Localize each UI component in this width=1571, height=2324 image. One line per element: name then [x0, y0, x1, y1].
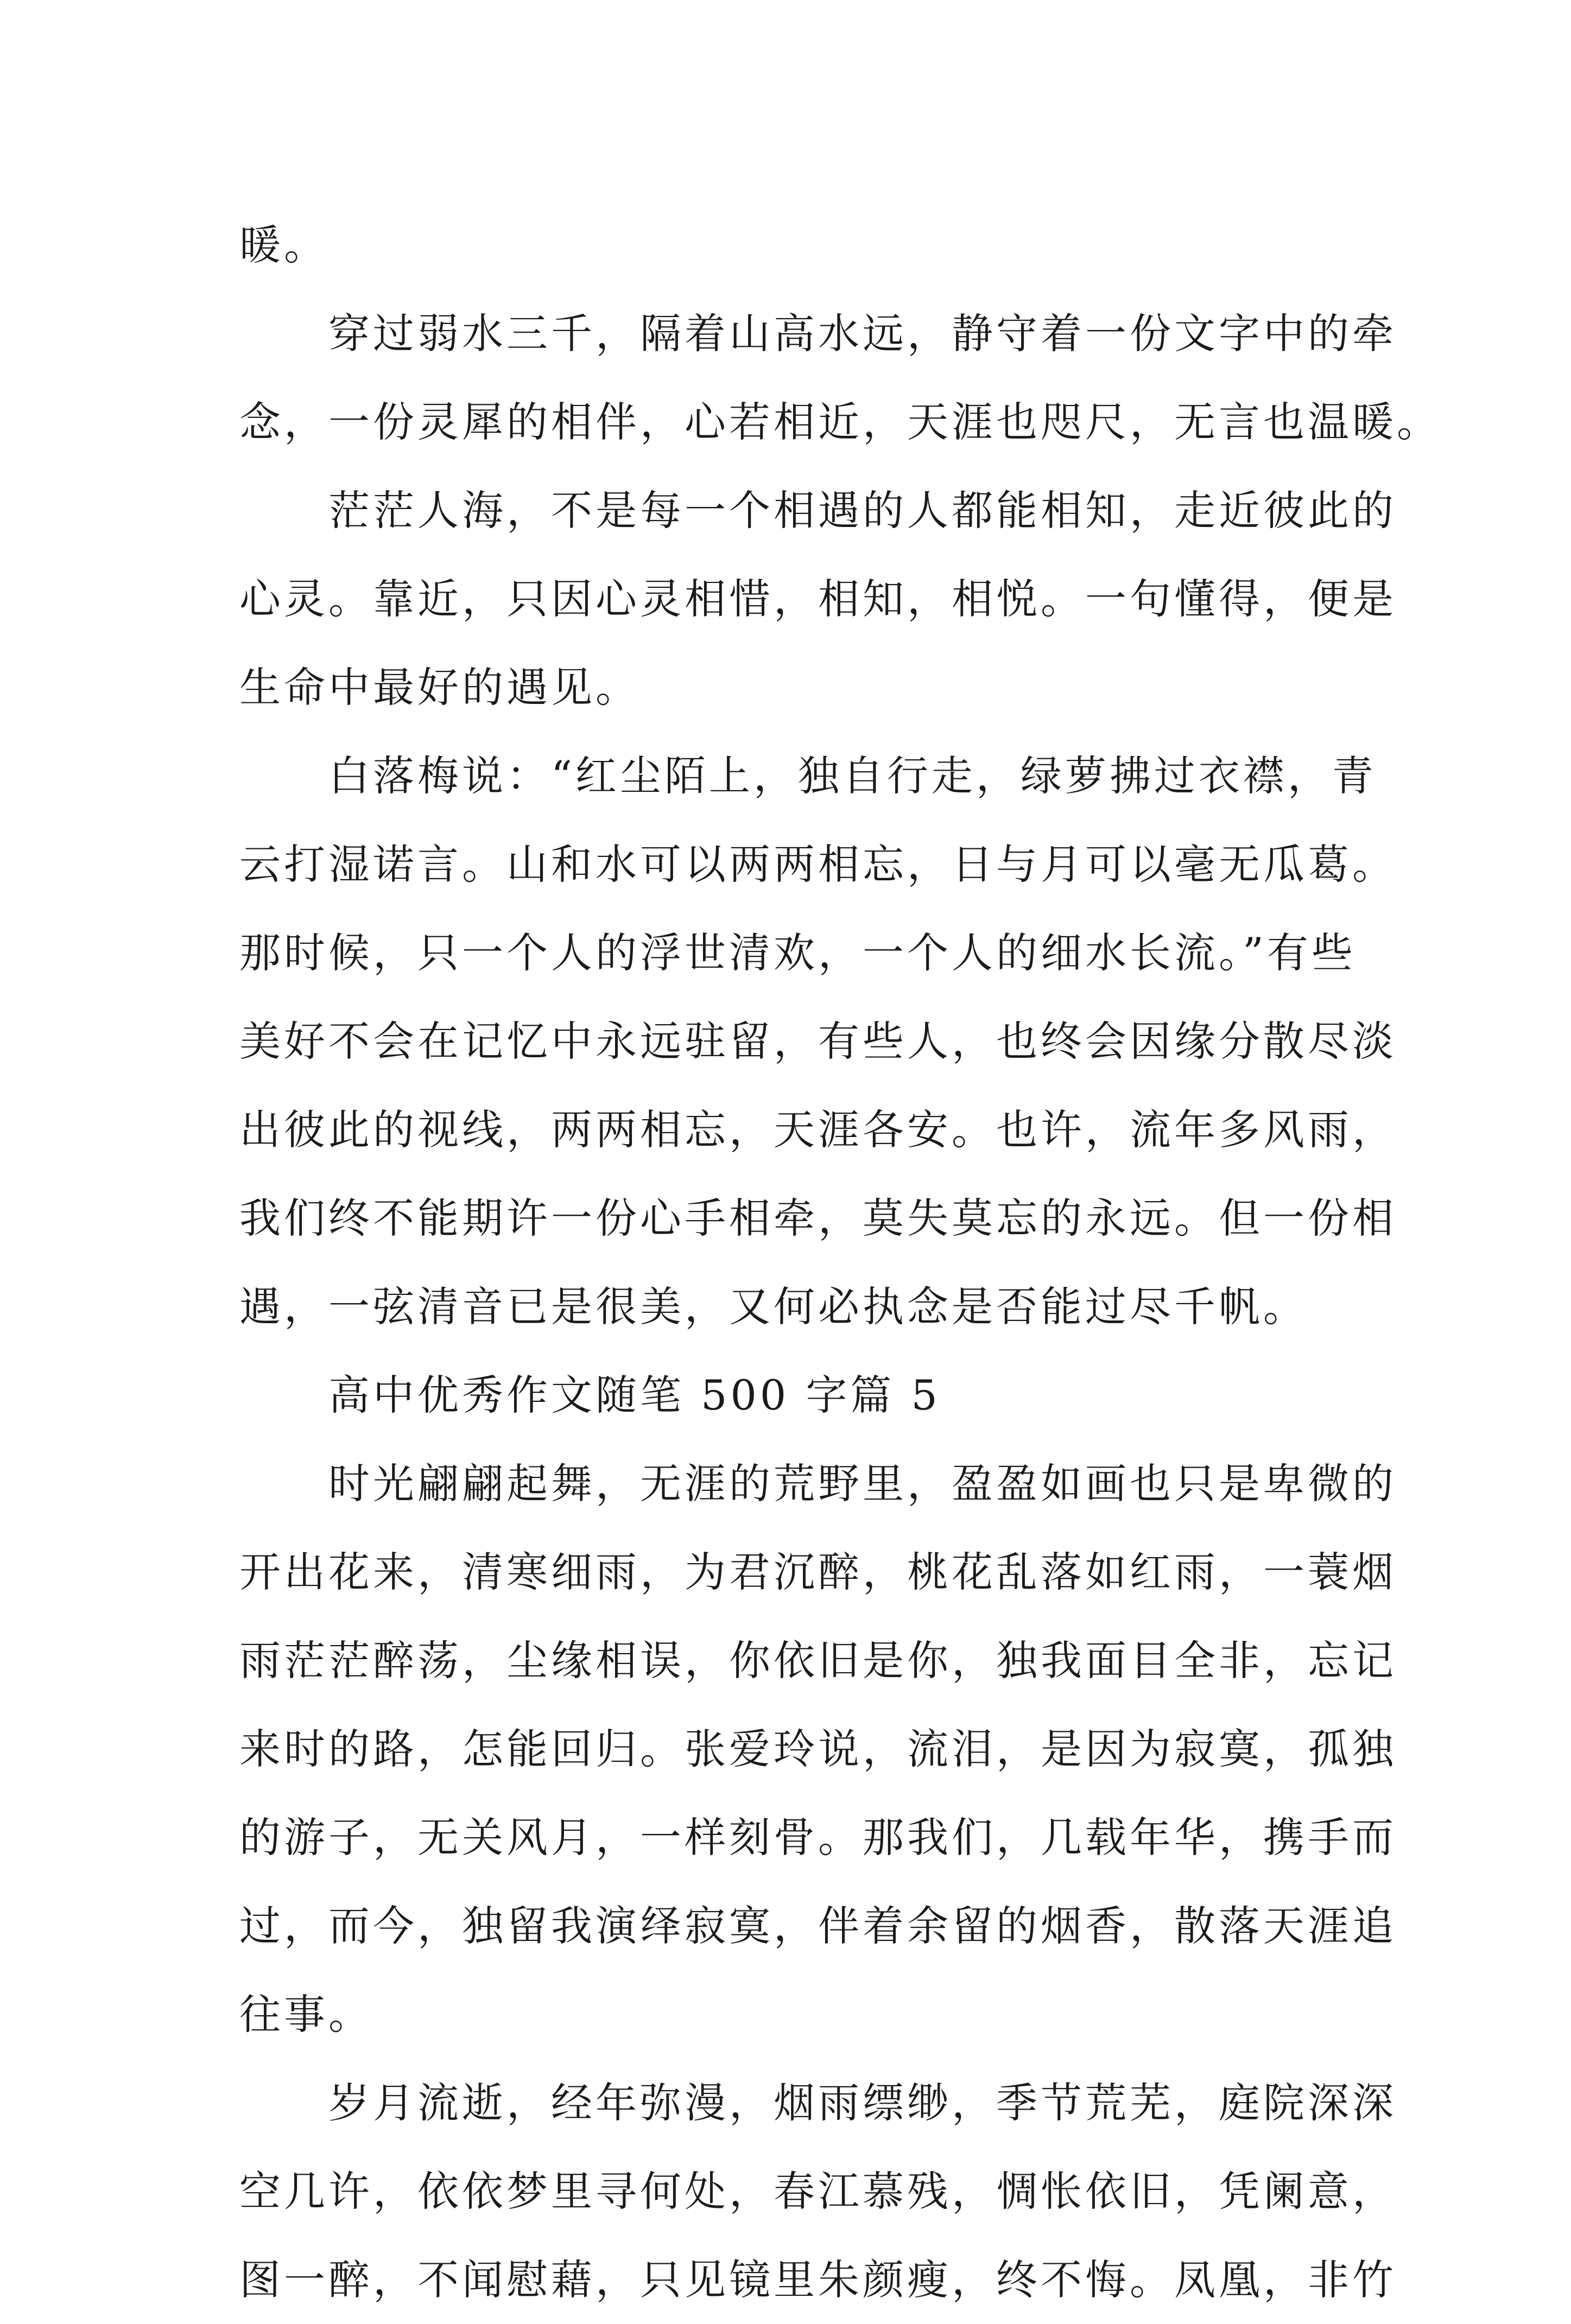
text-line: 开出花来，清寒细雨，为君沉醉，桃花乱落如红雨，一蓑烟	[239, 1548, 1397, 1596]
text-line: 雨茫茫醉荡，尘缘相误，你依旧是你，独我面目全非，忘记	[239, 1636, 1397, 1685]
text-line: 美好不会在记忆中永远驻留，有些人，也终会因缘分散尽淡	[239, 1017, 1397, 1065]
paragraph	[239, 2059, 1397, 2324]
text-line: 暖。	[239, 221, 328, 269]
text-line: 往事。	[239, 1990, 373, 2039]
section-heading	[239, 1351, 1339, 1439]
text-line: 出彼此的视线，两两相忘，天涯各安。也许，流年多风雨，	[239, 1106, 1397, 1154]
paragraph	[239, 289, 1441, 466]
text-line: 来时的路，怎能回归。张爱玲说，流泪，是因为寂寞，孤独	[239, 1725, 1397, 1773]
text-line: 我们终不能期许一份心手相牵，莫失莫忘的永远。但一份相	[239, 1194, 1397, 1242]
text-line: 念，一份灵犀的相伴，心若相近，天涯也咫尺，无言也温暖。	[239, 398, 1441, 446]
text-line: 茫茫人海，不是每一个相遇的人都能相知，走近彼此的	[328, 486, 1397, 535]
paragraph	[239, 466, 1397, 732]
paragraph	[239, 732, 1397, 1351]
text-line: 图一醉，不闻慰藉，只见镜里朱颜瘦，终不悔。凤凰，非竹	[239, 2256, 1397, 2304]
text-line: 的游子，无关风月，一样刻骨。那我们，几载年华，携手而	[239, 1813, 1397, 1862]
text-line: 心灵。靠近，只因心灵相惜，相知，相悦。一句懂得，便是	[239, 575, 1397, 623]
text-line: 遇，一弦清音已是很美，又何必执念是否能过尽千帆。	[239, 1282, 1308, 1331]
paragraph	[239, 1439, 1397, 2059]
text-line: 时光翩翩起舞，无涯的荒野里，盈盈如画也只是卑微的	[328, 1459, 1397, 1508]
text-line: 白落梅说：“红尘陌上，独自行走，绿萝拂过衣襟，青	[328, 752, 1377, 800]
text-line: 岁月流逝，经年弥漫，烟雨缥缈，季节荒芜，庭院深深	[328, 2079, 1397, 2127]
document-body	[239, 201, 1441, 2324]
text-line: 穿过弱水三千，隔着山高水远，静守着一份文字中的牵	[328, 309, 1397, 358]
text-line: 那时候，只一个人的浮世清欢，一个人的细水长流。”有些	[239, 929, 1356, 977]
heading-text: 高中优秀作文随笔 500 字篇 5	[328, 1371, 941, 1419]
text-line: 空几许，依依梦里寻何处，春江慕残，惆怅依旧，凭阑意，	[239, 2167, 1397, 2215]
text-line: 过，而今，独留我演绎寂寞，伴着余留的烟香，散落天涯追	[239, 1902, 1397, 1950]
text-line: 云打湿诺言。山和水可以两两相忘，日与月可以毫无瓜葛。	[239, 840, 1397, 888]
paragraph	[239, 201, 1339, 289]
text-line: 生命中最好的遇见。	[239, 663, 640, 712]
